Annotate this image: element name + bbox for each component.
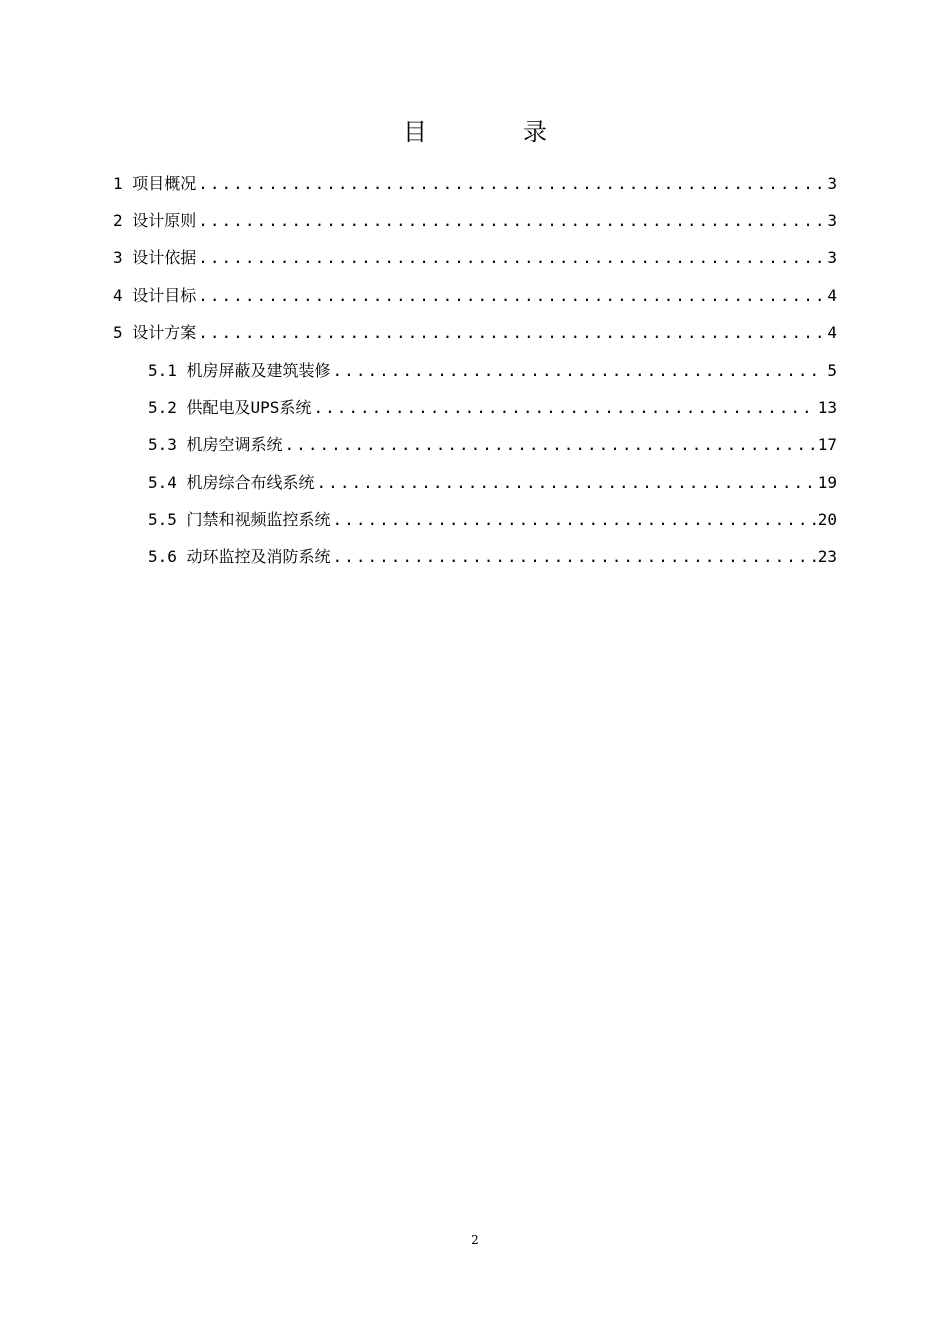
toc-entry-label: 5.1 机房屏蔽及建筑装修 <box>148 359 333 383</box>
toc-entry-page: 4 <box>827 286 837 305</box>
toc-entry-page: 4 <box>827 323 837 342</box>
toc-entry[interactable] <box>113 168 837 196</box>
toc-entry-page: 3 <box>827 174 837 193</box>
toc-entry[interactable] <box>148 355 837 383</box>
toc-entry-label: 4 设计目标 <box>113 284 198 308</box>
toc-title: 目 录 <box>403 118 583 146</box>
toc-entry-page: 3 <box>827 248 837 267</box>
toc-entry-label: 5.2 供配电及UPS系统 <box>148 396 313 420</box>
toc-entry-label: 1 项目概况 <box>113 172 198 196</box>
toc-leader-dots <box>333 508 816 532</box>
toc-entry-label: 5 设计方案 <box>113 321 198 345</box>
toc-entry[interactable] <box>113 242 837 270</box>
toc-entry-page: 5 <box>827 361 837 380</box>
toc-entry[interactable] <box>113 205 837 233</box>
toc-entry-page: 23 <box>817 547 837 566</box>
toc-entry[interactable] <box>148 467 837 495</box>
toc-entry[interactable] <box>148 392 837 420</box>
toc-entry-label: 3 设计依据 <box>113 246 198 270</box>
toc-entry[interactable] <box>113 317 837 345</box>
toc-entry-label: 5.4 机房综合布线系统 <box>148 471 317 495</box>
toc-leader-dots <box>198 246 825 270</box>
toc-entry-page: 13 <box>817 398 837 417</box>
toc-entry-label: 5.3 机房空调系统 <box>148 433 285 457</box>
toc-leader-dots <box>198 284 825 308</box>
toc-leader-dots <box>198 209 825 233</box>
toc-entry-page: 20 <box>817 510 837 529</box>
toc-leader-dots <box>333 545 816 569</box>
toc-entry-page: 3 <box>827 211 837 230</box>
toc-entry-page: 19 <box>817 473 837 492</box>
toc-entry[interactable] <box>148 429 837 457</box>
toc-entry[interactable] <box>148 504 837 532</box>
toc-leader-dots <box>285 433 816 457</box>
page-number: 2 <box>471 1233 479 1247</box>
toc-leader-dots <box>317 471 816 495</box>
toc-entry-page: 17 <box>817 435 837 454</box>
toc-leader-dots <box>198 172 825 196</box>
toc-entry-label: 5.5 门禁和视频监控系统 <box>148 508 333 532</box>
toc-leader-dots <box>198 321 825 345</box>
toc-entry[interactable] <box>148 541 837 569</box>
toc-leader-dots <box>313 396 815 420</box>
toc-entry-label: 2 设计原则 <box>113 209 198 233</box>
toc-entry[interactable] <box>113 280 837 308</box>
toc-entry-label: 5.6 动环监控及消防系统 <box>148 545 333 569</box>
toc-leader-dots <box>333 359 826 383</box>
